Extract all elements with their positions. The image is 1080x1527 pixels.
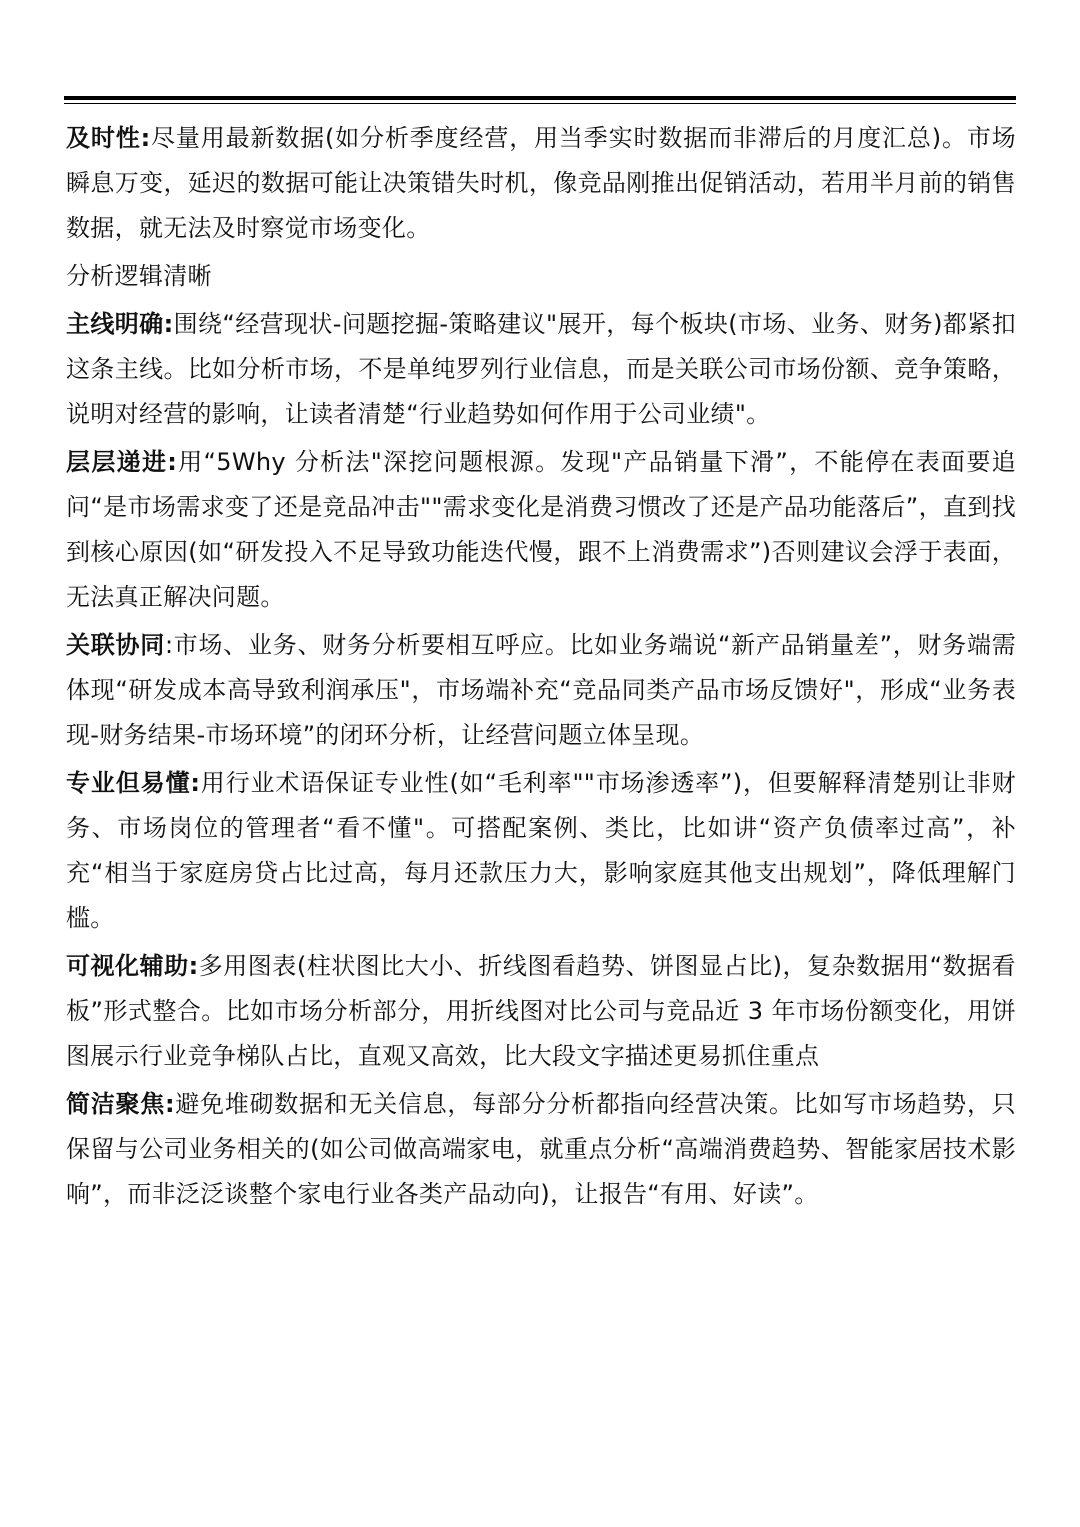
paragraph-text: 多用图表(柱状图比大小、折线图看趋势、饼图显占比)，复杂数据用“数据看板”形式整合。比如市场分析部分，用折线图对比公司与竞品近 3 年市场份额变化，用饼图展示行业竞争梯队占比，直观又高效，比大段文字描述更易抓住重点	[66, 952, 1016, 1070]
paragraph-term: 可视化辅助:	[66, 952, 199, 980]
paragraph-visualization	[66, 944, 1016, 1079]
paragraph-text: 围绕“经营现状-问题挖掘-策略建议"展开，每个板块(市场、业务、财务)都紧扣这条主线。比如分析市场，不是单纯罗列行业信息，而是关联公司市场份额、竞争策略，说明对经营的影响，让读者清楚“行业趋势如何作用于公司业绩"。	[66, 310, 1016, 428]
paragraph-progressive	[66, 440, 1016, 620]
paragraph-text: :市场、业务、财务分析要相互呼应。比如业务端说“新产品销量差”，财务端需体现“研发成本高导致利润承压"，市场端补充“竞品同类产品市场反馈好"，形成“业务表现-财务结果-市场环境”的闭环分析，让经营问题立体呈现。	[66, 631, 1016, 749]
header-rule-thin	[64, 103, 1016, 104]
paragraph-term: 专业但易懂:	[66, 769, 201, 797]
paragraph-term: 主线明确:	[66, 310, 174, 338]
paragraph-term: 层层递进:	[66, 448, 178, 476]
section-heading-analysis-logic	[66, 254, 1016, 299]
paragraph-concise	[66, 1082, 1016, 1217]
paragraph-term: 及时性:	[66, 124, 151, 152]
paragraph-text: 避免堆砌数据和无关信息，每部分分析都指向经营决策。比如写市场趋势，只保留与公司业务相关的(如公司做高端家电，就重点分析“高端消费趋势、智能家居技术影响”，而非泛泛谈整个家电行业各类产品动向)，让报告“有用、好读”。	[66, 1090, 1016, 1208]
paragraph-text: 尽量用最新数据(如分析季度经营，用当季实时数据而非滞后的月度汇总)。市场瞬息万变，延迟的数据可能让决策错失时机，像竞品刚推出促销活动，若用半月前的销售数据，就无法及时察觉市场变化。	[66, 124, 1016, 242]
section-heading-text: 分析逻辑清晰	[66, 262, 212, 290]
paragraph-professional	[66, 761, 1016, 941]
paragraph-main-line	[66, 302, 1016, 437]
paragraph-timeliness	[66, 116, 1016, 251]
paragraph-term: 简洁聚焦:	[66, 1090, 175, 1118]
paragraph-synergy	[66, 623, 1016, 758]
paragraph-text: 用行业术语保证专业性(如“毛利率""市场渗透率”)，但要解释清楚别让非财务、市场岗位的管理者“看不懂"。可搭配案例、类比，比如讲“资产负债率过高”，补充“相当于家庭房贷占比过高，每月还款压力大，影响家庭其他支出规划”，降低理解门槛。	[66, 769, 1016, 932]
document-body	[66, 116, 1016, 1217]
paragraph-text: 用“5Why 分析法"深挖问题根源。发现"产品销量下滑”，不能停在表面要追问“是市场需求变了还是竞品冲击""需求变化是消费习惯改了还是产品功能落后”，直到找到核心原因(如“研发投入不足导致功能迭代慢，跟不上消费需求”)否则建议会浮于表面，无法真正解决问题。	[66, 448, 1016, 611]
paragraph-term: 关联协同	[66, 631, 165, 659]
header-rule-thick	[64, 96, 1016, 100]
